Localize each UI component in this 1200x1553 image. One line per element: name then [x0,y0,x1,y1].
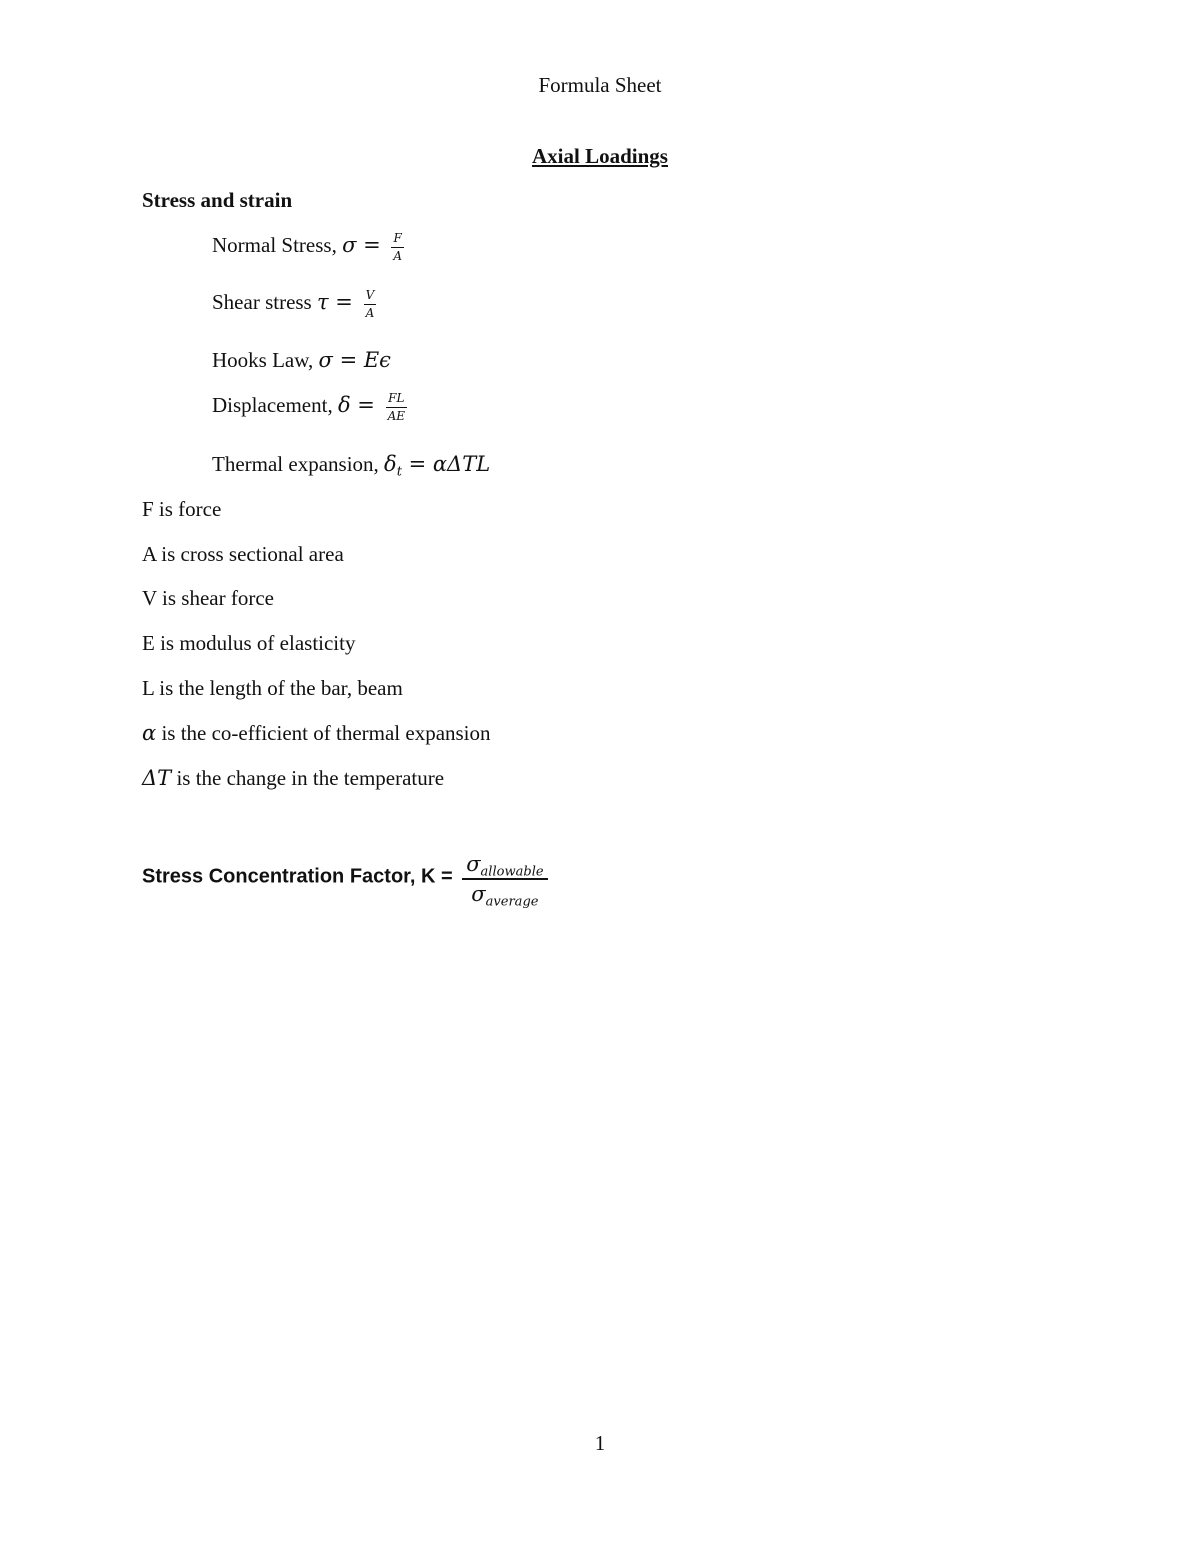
page-title: Formula Sheet [538,73,662,97]
numerator [462,853,547,880]
definition-item: V is shear force [142,586,274,610]
formula-label: Thermal expansion, [212,452,385,476]
denominator [462,880,547,910]
denominator: AE [387,408,406,423]
fraction [364,289,377,319]
definition-text: is the change in the temperature [171,766,445,790]
subscript-t: t [396,464,402,480]
subscript-allowable: allowable [480,864,544,880]
equals-sign: = [328,289,360,314]
equals-sign: = [356,232,388,257]
numerator: F [391,232,404,248]
formula-label: Hooks Law, [212,348,319,372]
equals-sign: = [332,348,364,372]
section-heading: Axial Loadings [532,144,668,168]
fraction [391,232,404,262]
formula-rhs: αΔTL [432,452,491,476]
alpha-symbol: α [142,721,157,745]
formula-label: Normal Stress, [212,232,343,257]
delta-symbol: δ [337,392,351,417]
equals-sign: = [401,452,433,476]
definition-item: E is modulus of elasticity [142,631,356,655]
definition-item: L is the length of the bar, beam [142,676,403,700]
delta-symbol [384,452,402,480]
formula-label: Displacement, [212,392,338,417]
definition-item: A is cross sectional area [142,542,344,566]
sigma-symbol: σ [466,852,481,876]
page-number: 1 [594,1431,606,1455]
fraction [386,392,407,422]
formula-rhs: Eϵ [363,348,391,372]
formula-label: Shear stress [212,289,317,314]
definition-item-alpha [142,721,491,746]
formula-normal-stress [212,232,404,262]
formula-hooks-law [212,348,391,373]
formula-stress-concentration [142,852,548,910]
formula-shear-stress [212,289,376,319]
sigma-symbol: σ [471,882,486,907]
formula-displacement [212,392,407,422]
numerator: FL [386,392,407,408]
numerator: V [364,289,377,305]
denominator: A [393,248,403,263]
tau-symbol: τ [316,289,329,314]
fraction [462,852,547,910]
sigma-symbol: σ [342,232,357,257]
definition-text: is the co-efficient of thermal expansion [156,721,491,745]
subsection-heading: Stress and strain [142,188,293,212]
formula-label: Stress Concentration Factor, K = [142,865,459,888]
denominator: A [365,305,375,320]
definition-item-delta-t [142,766,444,791]
equals-sign: = [350,392,382,417]
sigma-symbol: σ [318,348,333,372]
definition-item: F is force [142,497,222,521]
formula-thermal-expansion [212,452,491,480]
delta-t-symbol: ΔT [142,766,172,790]
subscript-average: average [485,894,539,910]
delta-char: δ [384,452,397,476]
